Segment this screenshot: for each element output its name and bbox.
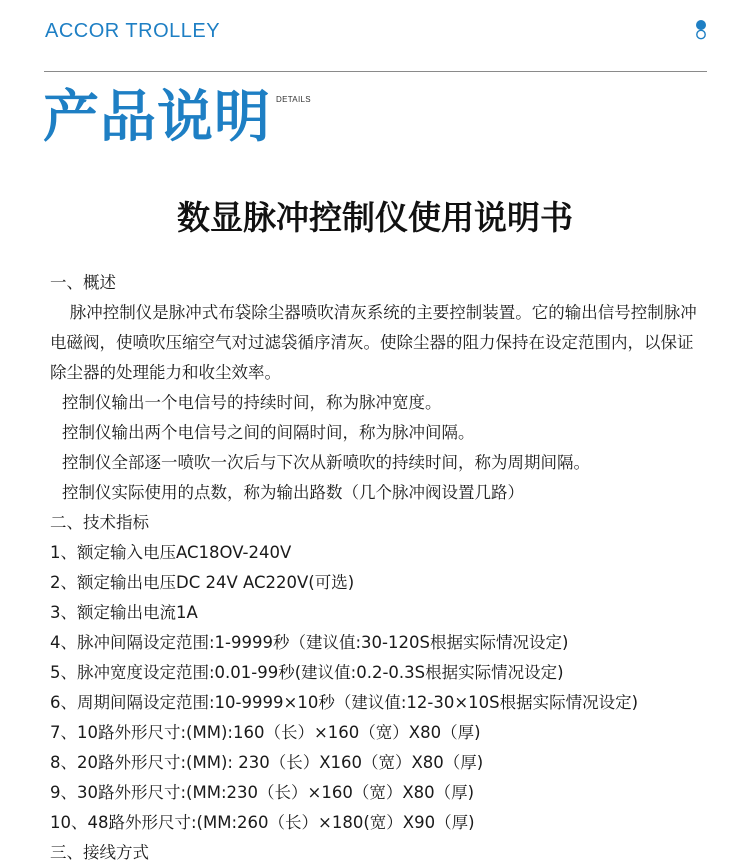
details-tag: DETAILS <box>276 95 311 104</box>
header-divider <box>44 71 707 72</box>
document-body <box>50 268 706 868</box>
brand-name: ACCOR TROLLEY <box>45 20 221 42</box>
overview-heading: 一、概述 <box>50 273 116 292</box>
spec-item: 5、脉冲宽度设定范围:0.01-99秒(建议值:0.2-0.3S根据实际情况设定) <box>50 663 564 682</box>
spec-item: 3、额定输出电流1A <box>50 603 198 622</box>
specs-heading: 二、技术指标 <box>50 513 149 532</box>
spec-item: 8、20路外形尺寸:(MM): 230（长）X160（宽）X80（厚) <box>50 753 484 772</box>
overview-paragraph: 脉冲控制仪是脉冲式布袋除尘器喷吹清灰系统的主要控制装置。它的输出信号控制脉冲电磁阀，使喷吹压缩空气对过滤袋循序清灰。使除尘器的阻力保持在设定范围内，以保证除尘器的处理能力和收尘效率。 <box>50 303 697 382</box>
spec-item: 9、30路外形尺寸:(MM:230（长）×160（宽）X80（厚) <box>50 783 475 802</box>
brand-mark-icon <box>691 19 711 41</box>
spec-item: 10、48路外形尺寸:(MM:260（长）×180(宽）X90（厚) <box>50 813 475 832</box>
spec-item: 1、额定输入电压AC18OV-240V <box>50 543 292 562</box>
definition-line: 控制仪输出一个电信号的持续时间，称为脉冲宽度。 <box>62 393 442 412</box>
spec-item: 2、额定输出电压DC 24V AC220V(可选) <box>50 573 355 592</box>
definition-line: 控制仪全部逐一喷吹一次后与下次从新喷吹的持续时间，称为周期间隔。 <box>62 453 590 472</box>
document-title: 数显脉冲控制仪使用说明书 <box>177 198 573 237</box>
spec-item: 4、脉冲间隔设定范围:1-9999秒（建议值:30-120S根据实际情况设定) <box>50 633 569 652</box>
definition-line: 控制仪实际使用的点数，称为输出路数（几个脉冲阀设置几路） <box>62 483 524 502</box>
page-title: 产品说明 <box>43 85 271 150</box>
wiring-heading: 三、接线方式 <box>50 843 149 862</box>
spec-item: 6、周期间隔设定范围:10-9999×10秒（建议值:12-30×10S根据实际情况设定) <box>50 693 639 712</box>
definition-line: 控制仪输出两个电信号之间的间隔时间，称为脉冲间隔。 <box>62 423 475 442</box>
spec-item: 7、10路外形尺寸:(MM):160（长）×160（宽）X80（厚) <box>50 723 481 742</box>
